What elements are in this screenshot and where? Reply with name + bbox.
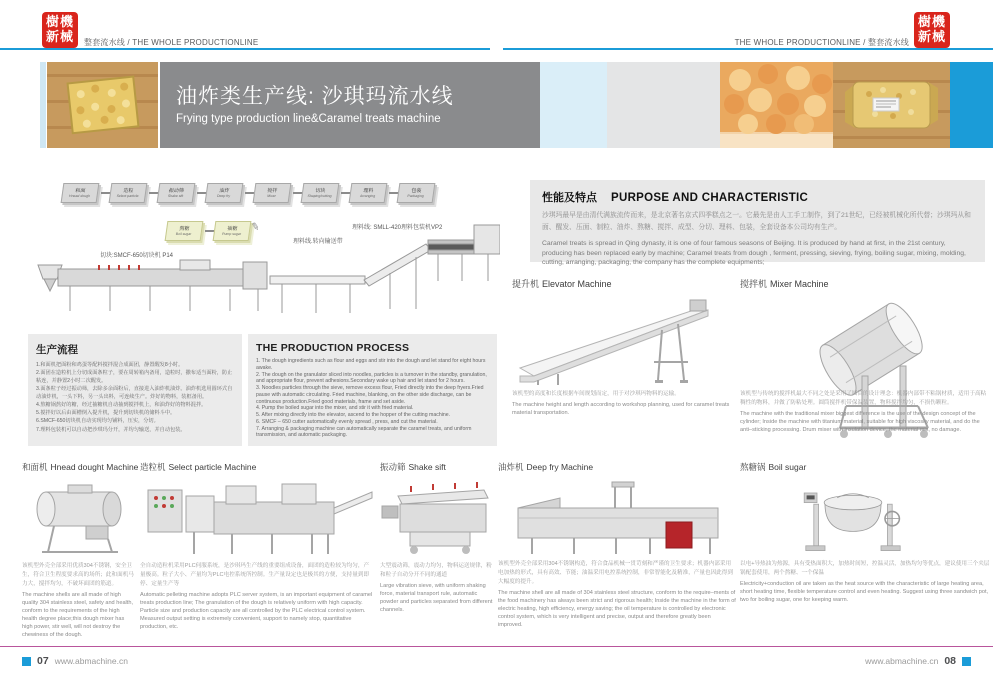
machine-title-sieve (380, 461, 446, 473)
machine-desc-en: The machine shells are all made of high quality 304 stainless steel, safety and health, conform to the requirements of the high health degree place;this dough mixer has high power, stir well, will not destroy the chewiness of the dough. (22, 591, 134, 639)
machine-title-pellet (140, 461, 256, 473)
flow-connector (245, 192, 254, 194)
banner-gray-block (607, 62, 720, 148)
banner-accent-strip (40, 62, 46, 148)
flow-step-arrange (350, 183, 386, 203)
flow-step-label: 造粒 (122, 187, 134, 194)
brand-seal-logo (42, 12, 78, 48)
diagram-label-cutter: 切块:SMCF-650切块机 P14 (100, 253, 174, 259)
machine-desc-en: Large vibration sieve, with uniform shaking force, material transport rule, automatic powder and particles separated from different channels. (380, 582, 493, 614)
process-step: 3. Noodles particles through the sieve, remove excess flour, Fried directly into the deep fryers.Fried pause with automatic circulating. Fried machine, blanking, on the other side discharge, can be continuous production.Fried good materials, frame and set aside. (256, 385, 484, 405)
machine-name-en: Hnead dought Machine (50, 462, 139, 472)
process-step: 1. The dough ingredients such as flour and eggs and stir into the dough and let stand for eight hours awake. (256, 358, 486, 371)
flow-step-sublabel: Hnead dough (68, 193, 91, 198)
production-process-zh-panel (28, 334, 242, 446)
machine-photo-fryer (498, 478, 734, 558)
purpose-title-zh: 性能及特点 (542, 192, 597, 204)
machine-name-zh: 和面机 (22, 462, 48, 472)
machine-name-en: Boil sugar (768, 462, 807, 472)
machine-photo-boil-sugar (793, 472, 913, 562)
flow-step-label: 包装 (410, 187, 422, 194)
diagram-label-conveyor: 理料线.转向输送带 (293, 239, 343, 245)
machine-desc-zh: 该机型外壳全部采用304不锈钢构造，符合食品机械一贯苛刻和严谨的卫生要求；机器内部采用电加热的形式，具有高效、节能；油温采用电控系统控制，非常智能化及精准，产量也因此得到大幅度的提升。 (498, 561, 733, 585)
flow-step-label: 熬糖 (178, 225, 190, 232)
machine-name-zh: 油炸机 (498, 462, 524, 472)
machine-desc-zh: 大型震动筛，震动力均匀，物料运送规律，粉和粒子自动分开不同的通道 (380, 563, 492, 578)
flow-step-label: 油炸 (218, 187, 230, 194)
website-link[interactable]: www.abmachine.cn (54, 656, 128, 666)
footer-blue-square (22, 657, 31, 666)
flow-step-sublabel: Mixer (267, 193, 277, 198)
section-title: THE PRODUCTION PROCESS (256, 342, 410, 354)
machine-photo-pellet (142, 476, 374, 558)
process-step: 5.搅拌好以后由面槽倒入提升机，提升到切块机的储料斗中。 (36, 410, 176, 417)
flow-step-sublabel: Shaping/cutting (307, 193, 332, 198)
purpose-text-zh: 沙琪玛最早是由清代满族流传而来，是北京著名京式四季糕点之一。它最先是由人工手工制作，到了21世纪，已经被机械化所代替；沙琪玛从和面、醒发、压面、制粒、油炸、熬糖、搅拌、成型、分切、理料、包装，全套设备本公司均有生产。 (542, 212, 971, 231)
footer-right (865, 655, 971, 667)
process-step: 2.面团在造粒机上分切成面条粒子，要在周转箱内备用，造粒时，撒布适当面粉，防止粘连，并静置2小时二次醒发。 (36, 370, 233, 385)
machine-desc-zh: 该机型的高度和长度根据车间规划而定，用于对沙琪玛物料的运输。 (512, 391, 680, 397)
machine-caption-fryer (498, 560, 736, 629)
footer-blue-square (962, 657, 971, 666)
page-number: 07 (37, 655, 49, 667)
logo-text: 樹機 (917, 14, 946, 30)
machine-desc-zh: 以电+导热油为热源，具有受热面积大，加热时间短，控温灵活，加热均匀等优点，建议使用三个夹层锅配套使用，两个熬糖、一个保温 (740, 561, 990, 576)
machine-title-fryer (498, 461, 593, 473)
banner-lightblue-block (540, 62, 607, 148)
flow-step-label: 切块 (314, 187, 326, 194)
machine-name-zh: 熬糖锅 (740, 462, 766, 472)
logo-text: 樹機 (45, 14, 74, 30)
page-number: 08 (944, 655, 956, 667)
flow-step-pellet (110, 183, 146, 203)
flow-step-pack (398, 183, 434, 203)
logo-text: 新械 (45, 29, 74, 44)
footer-left (22, 655, 128, 667)
machine-name-zh: 造粒机 (140, 462, 166, 472)
header-caption-left: 整套流水线 / THE WHOLE PRODUCTIONLINE (84, 38, 259, 47)
machine-name-en: Elevator Machine (542, 279, 612, 289)
process-step: 6. SMCF – 650 cutter automatically evenly spread , press, and cut the material. (256, 418, 438, 425)
machine-caption-mixer (740, 390, 990, 434)
production-line-illustration (30, 215, 500, 335)
production-process-en-panel (248, 334, 497, 446)
flow-connector (389, 192, 398, 194)
process-step: 1.和面机把面粉和鸡蛋等配料搅拌混合成面团，静置醒发8小时。 (36, 362, 184, 368)
flow-step-sublabel: Select particle (116, 193, 139, 198)
machine-desc-en: The machine height and length according to workshop planning, used for caramel treats material transportation. (512, 401, 730, 417)
diagram-label-packaging: 理料线: SMLL-420理料包装机VP2 (352, 225, 443, 231)
flow-step-sublabel: Arranging (359, 193, 376, 198)
machine-title-elevator (512, 277, 612, 290)
machine-photo-dough (30, 478, 130, 558)
machine-name-zh: 搅拌机 (740, 279, 768, 289)
banner-blue-block (950, 62, 993, 148)
machine-desc-en: The machine shell are all made of 304 stainless steel structure, conform to the require–ments of the food machinery has always been strict and rigorous health; Inside the machine in the form of electric heating, high efficiency, energy saving; the oil temperature is controlled by electronic control system, which is very intelligent and precise, output and therefore greatly been improved. (498, 589, 736, 629)
machine-desc-zh: 该机型外壳全部采用优质304不锈钢，安全卫生，符合卫生程度要求高的场所；此和面机马力大，搅拌均匀，不破坏面团的筋道。 (22, 563, 134, 587)
machine-name-en: Deep fry Machine (526, 462, 594, 472)
purpose-title-en: PURPOSE AND CHARACTERISTIC (611, 192, 809, 204)
flow-step-label: 振动筛 (168, 187, 185, 194)
machine-name-zh: 振动筛 (380, 462, 406, 472)
pencil-icon: ✎ (249, 221, 261, 234)
flow-step-sublabel: Shake sift (167, 193, 184, 198)
flow-step-sieve (158, 183, 194, 203)
machine-caption-boil-sugar (740, 560, 990, 604)
machine-desc-en: The machine with the traditional mixer biggest difference is the use of the design concept of the cylinder; Inside the machine with titanium material, suitable for high viscosity material, and do the anti–sticking processing. Drum mixer with insulation device, the material mix, no damage. (740, 410, 980, 434)
banner (0, 62, 993, 148)
process-step: 6.SMCF-650切块机自动实现均匀铺料，压实，分切。 (36, 418, 159, 425)
machine-caption-pellet (140, 562, 374, 631)
flow-step-sublabel: Deep fry (216, 193, 231, 198)
section-title: 生产流程 (36, 344, 78, 356)
header-rule-left (0, 48, 490, 50)
logo-text: 新械 (917, 29, 946, 44)
banner-photo-caramel-closeup (720, 62, 833, 148)
process-step: 4. Pump the boiled sugar into the mixer, and stir it with fried material. (256, 405, 414, 412)
flow-connector (341, 192, 350, 194)
brand-seal-logo (914, 12, 950, 48)
flow-connector (149, 192, 158, 194)
flow-step-label: 搅拌 (266, 187, 278, 194)
machine-name-zh: 提升机 (512, 279, 540, 289)
flow-step-label: 和面 (74, 187, 86, 194)
flow-step-fry (206, 183, 242, 203)
process-step: 5. After mixing directly into the elevator, ascend to the hopper of the cutting machine. (256, 412, 451, 418)
process-step: 4.熬糖锅熬好的糖，经过抽糖机自动抽到搅拌机上，和油炸好的物料混拌。 (36, 402, 207, 409)
flow-step-sublabel: Boil sugar (175, 231, 192, 236)
flow-step-knead (62, 183, 98, 203)
process-step: 7. Arranging & packaging machine can automatically separate the caramel treats, and uniform transmission, and automatic packaging. (256, 425, 472, 439)
machine-desc-zh: 全自动造粒机采用PLC伺服系统，是沙琪玛生产线的重要组成设备，面团的造粒较为均匀，产量极高。粒子大小、产量均为PLC电控系统所控制。生产量设定也是极其的方便，支持量到即停、定量生产等 (140, 563, 370, 587)
machine-caption-elevator (512, 390, 742, 417)
process-step: 3.面条粒子经过振动筛，去除多余面粉后，直接进入油炸机油炸。油炸机选用圆环式自动油炸机，一头下料，另一头出料，可连续生产。炸好的物料，装框备用。 (36, 386, 233, 401)
machine-name-en: Mixer Machine (770, 279, 829, 289)
flow-step-sublabel: Packaging (407, 193, 425, 198)
machine-photo-elevator (512, 292, 740, 387)
website-link[interactable]: www.abmachine.cn (865, 656, 939, 666)
machine-title-dough (22, 461, 138, 473)
banner-title-box (160, 62, 540, 148)
flow-connector (293, 192, 302, 194)
header-rule-right (503, 48, 993, 50)
page-title-zh: 油炸类生产线: 沙琪玛流水线 (176, 85, 454, 108)
machine-desc-zh: 该机型与传统的搅拌机最大不同之处是采用了圆筒的设计理念：机器内部带不粘锅材质，适用于高粘稠性的物料，并做了防粘处理。圆筒搅拌机带保温装置，物料搅拌均匀，不损伤颗粒。 (740, 391, 987, 406)
banner-photo-sachima-block (47, 62, 158, 148)
machine-photo-sieve (380, 478, 494, 558)
machine-desc-en: Automatic pelleting machine adopts PLC server system, is an important equipment of caramel treats production line; The granulation of the dough is relatively uniform with high capacity. Particle size and production capacity are all controlled by the PLC electrical control system. Measured output setting is extremely convenient, support to namely stop, quantitative production, etc. (140, 591, 373, 631)
flow-connector (101, 192, 110, 194)
flow-step-mix (254, 183, 290, 203)
purpose-panel (530, 180, 985, 267)
machine-caption-sieve (380, 562, 496, 614)
flow-connector (197, 192, 206, 194)
machine-name-en: Shake sift (408, 462, 446, 472)
machine-caption-dough (22, 562, 135, 639)
header-caption-right: THE WHOLE PRODUCTIONLINE / 整套流水线 (734, 38, 909, 47)
process-step: 7.理料包装机可以自动把沙琪玛分开，并均匀输送，并自动包装。 (36, 426, 186, 433)
flow-step-sublabel: Pump sugar (221, 231, 242, 236)
banner-photo-packaged-product (833, 62, 950, 148)
flow-step-label: 理料 (362, 187, 374, 194)
machine-name-en: Select particle Machine (168, 462, 257, 472)
machine-desc-en: Electricity+conduction oil are taken as the heat source with the characteristic of large heating area, short heating time, flexible temperature control and even heating. Suggest using three sandwich pot, two for boiling sugar, one for keeping warm. (740, 580, 989, 604)
purpose-text-en: Caramel treats is spread in Qing dynasty, it is one of four famous seasons of Beijing. It is produced by hand at first, in the 21st century, producing has been replaced early by machine; Caramel treats from dough , ferment, pressing, sieving, frying, boiling sugar, mixing, molding, cutting, arranging, packaging, the company has the complete equipments; (542, 239, 966, 267)
process-step: 2. The dough on the granulator sliced into noodles, particles is a turnover in the standby, granulation, and appropriate flour, prevent adhesions.Secondary wake up hair and let stand for 2 hours. (256, 371, 487, 385)
flow-step-label: 抽糖 (226, 225, 238, 232)
flow-step-cut (302, 183, 338, 203)
footer-rule (0, 646, 993, 647)
page-title-en: Frying type production line&Caramel treats machine (176, 113, 441, 125)
